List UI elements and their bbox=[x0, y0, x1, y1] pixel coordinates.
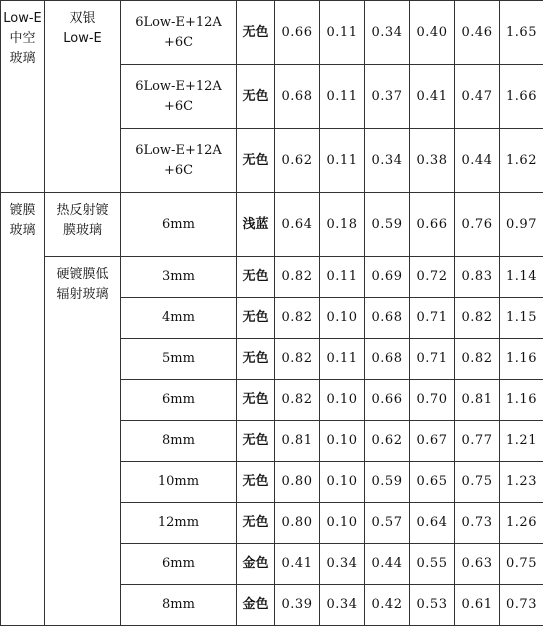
spec-cell: 6Low-E+12A +6C bbox=[121, 1, 237, 65]
value-cell: 0.82 bbox=[455, 339, 500, 380]
subcategory-cell: 热反射镀 膜玻璃 bbox=[45, 193, 121, 257]
value-cell: 0.40 bbox=[410, 1, 455, 65]
value-cell: 0.55 bbox=[410, 544, 455, 585]
value-cell: 0.71 bbox=[410, 339, 455, 380]
value-cell: 0.62 bbox=[275, 129, 320, 193]
value-cell: 0.69 bbox=[365, 257, 410, 298]
spec-cell: 6mm bbox=[121, 544, 237, 585]
spec-cell: 5mm bbox=[121, 339, 237, 380]
color-cell: 浅蓝 bbox=[237, 193, 275, 257]
value-cell: 0.10 bbox=[320, 421, 365, 462]
value-cell: 1.16 bbox=[500, 380, 543, 421]
value-cell: 0.11 bbox=[320, 257, 365, 298]
value-cell: 0.42 bbox=[365, 585, 410, 626]
table-row bbox=[1, 193, 543, 257]
color-cell: 无色 bbox=[237, 298, 275, 339]
color-cell: 无色 bbox=[237, 462, 275, 503]
subcategory-cell: 双银 Low-E bbox=[45, 1, 121, 193]
value-cell: 1.15 bbox=[500, 298, 543, 339]
value-cell: 0.66 bbox=[275, 1, 320, 65]
value-cell: 0.10 bbox=[320, 503, 365, 544]
value-cell: 0.65 bbox=[410, 462, 455, 503]
value-cell: 0.68 bbox=[365, 298, 410, 339]
value-cell: 0.41 bbox=[275, 544, 320, 585]
value-cell: 0.82 bbox=[275, 380, 320, 421]
value-cell: 0.10 bbox=[320, 462, 365, 503]
value-cell: 0.57 bbox=[365, 503, 410, 544]
value-cell: 0.81 bbox=[275, 421, 320, 462]
value-cell: 0.46 bbox=[455, 1, 500, 65]
subcategory-cell: 硬镀膜低 辐射玻璃 bbox=[45, 257, 121, 626]
value-cell: 0.34 bbox=[365, 129, 410, 193]
value-cell: 0.75 bbox=[455, 462, 500, 503]
value-cell: 0.10 bbox=[320, 298, 365, 339]
value-cell: 0.11 bbox=[320, 1, 365, 65]
value-cell: 1.23 bbox=[500, 462, 543, 503]
value-cell: 0.64 bbox=[275, 193, 320, 257]
spec-cell: 6Low-E+12A +6C bbox=[121, 65, 237, 129]
value-cell: 1.14 bbox=[500, 257, 543, 298]
value-cell: 0.83 bbox=[455, 257, 500, 298]
value-cell: 0.59 bbox=[365, 462, 410, 503]
value-cell: 0.38 bbox=[410, 129, 455, 193]
value-cell: 0.63 bbox=[455, 544, 500, 585]
value-cell: 0.11 bbox=[320, 339, 365, 380]
color-cell: 金色 bbox=[237, 544, 275, 585]
value-cell: 1.66 bbox=[500, 65, 543, 129]
spec-cell: 8mm bbox=[121, 585, 237, 626]
value-cell: 0.62 bbox=[365, 421, 410, 462]
value-cell: 0.70 bbox=[410, 380, 455, 421]
value-cell: 0.75 bbox=[500, 544, 543, 585]
color-cell: 无色 bbox=[237, 65, 275, 129]
value-cell: 0.34 bbox=[320, 544, 365, 585]
table-body bbox=[1, 1, 543, 626]
value-cell: 0.64 bbox=[410, 503, 455, 544]
spec-cell: 6mm bbox=[121, 380, 237, 421]
value-cell: 0.34 bbox=[320, 585, 365, 626]
value-cell: 0.82 bbox=[275, 339, 320, 380]
value-cell: 0.44 bbox=[365, 544, 410, 585]
color-cell: 金色 bbox=[237, 585, 275, 626]
value-cell: 0.73 bbox=[455, 503, 500, 544]
value-cell: 0.72 bbox=[410, 257, 455, 298]
value-cell: 0.81 bbox=[455, 380, 500, 421]
value-cell: 0.59 bbox=[365, 193, 410, 257]
color-cell: 无色 bbox=[237, 129, 275, 193]
color-cell: 无色 bbox=[237, 339, 275, 380]
value-cell: 0.68 bbox=[365, 339, 410, 380]
value-cell: 0.10 bbox=[320, 380, 365, 421]
value-cell: 1.26 bbox=[500, 503, 543, 544]
category-cell: Low-E 中空 玻璃 bbox=[1, 1, 45, 193]
value-cell: 0.73 bbox=[500, 585, 543, 626]
value-cell: 0.71 bbox=[410, 298, 455, 339]
value-cell: 0.97 bbox=[500, 193, 543, 257]
spec-cell: 6mm bbox=[121, 193, 237, 257]
color-cell: 无色 bbox=[237, 1, 275, 65]
value-cell: 0.47 bbox=[455, 65, 500, 129]
value-cell: 0.66 bbox=[365, 380, 410, 421]
color-cell: 无色 bbox=[237, 380, 275, 421]
value-cell: 0.76 bbox=[455, 193, 500, 257]
value-cell: 0.11 bbox=[320, 65, 365, 129]
category-cell: 镀膜 玻璃 bbox=[1, 193, 45, 626]
spec-cell: 4mm bbox=[121, 298, 237, 339]
spec-cell: 6Low-E+12A +6C bbox=[121, 129, 237, 193]
spec-cell: 3mm bbox=[121, 257, 237, 298]
value-cell: 0.82 bbox=[275, 298, 320, 339]
value-cell: 0.77 bbox=[455, 421, 500, 462]
value-cell: 0.80 bbox=[275, 503, 320, 544]
spec-cell: 10mm bbox=[121, 462, 237, 503]
color-cell: 无色 bbox=[237, 257, 275, 298]
color-cell: 无色 bbox=[237, 503, 275, 544]
value-cell: 1.16 bbox=[500, 339, 543, 380]
value-cell: 0.11 bbox=[320, 129, 365, 193]
value-cell: 0.82 bbox=[455, 298, 500, 339]
value-cell: 1.21 bbox=[500, 421, 543, 462]
table-row bbox=[1, 1, 543, 65]
value-cell: 0.18 bbox=[320, 193, 365, 257]
value-cell: 1.65 bbox=[500, 1, 543, 65]
value-cell: 0.37 bbox=[365, 65, 410, 129]
table-row bbox=[1, 257, 543, 298]
value-cell: 0.66 bbox=[410, 193, 455, 257]
value-cell: 0.68 bbox=[275, 65, 320, 129]
value-cell: 0.82 bbox=[275, 257, 320, 298]
spec-cell: 8mm bbox=[121, 421, 237, 462]
color-cell: 无色 bbox=[237, 421, 275, 462]
value-cell: 0.67 bbox=[410, 421, 455, 462]
value-cell: 1.62 bbox=[500, 129, 543, 193]
value-cell: 0.39 bbox=[275, 585, 320, 626]
spec-cell: 12mm bbox=[121, 503, 237, 544]
value-cell: 0.80 bbox=[275, 462, 320, 503]
value-cell: 0.41 bbox=[410, 65, 455, 129]
value-cell: 0.34 bbox=[365, 1, 410, 65]
value-cell: 0.44 bbox=[455, 129, 500, 193]
value-cell: 0.61 bbox=[455, 585, 500, 626]
value-cell: 0.53 bbox=[410, 585, 455, 626]
